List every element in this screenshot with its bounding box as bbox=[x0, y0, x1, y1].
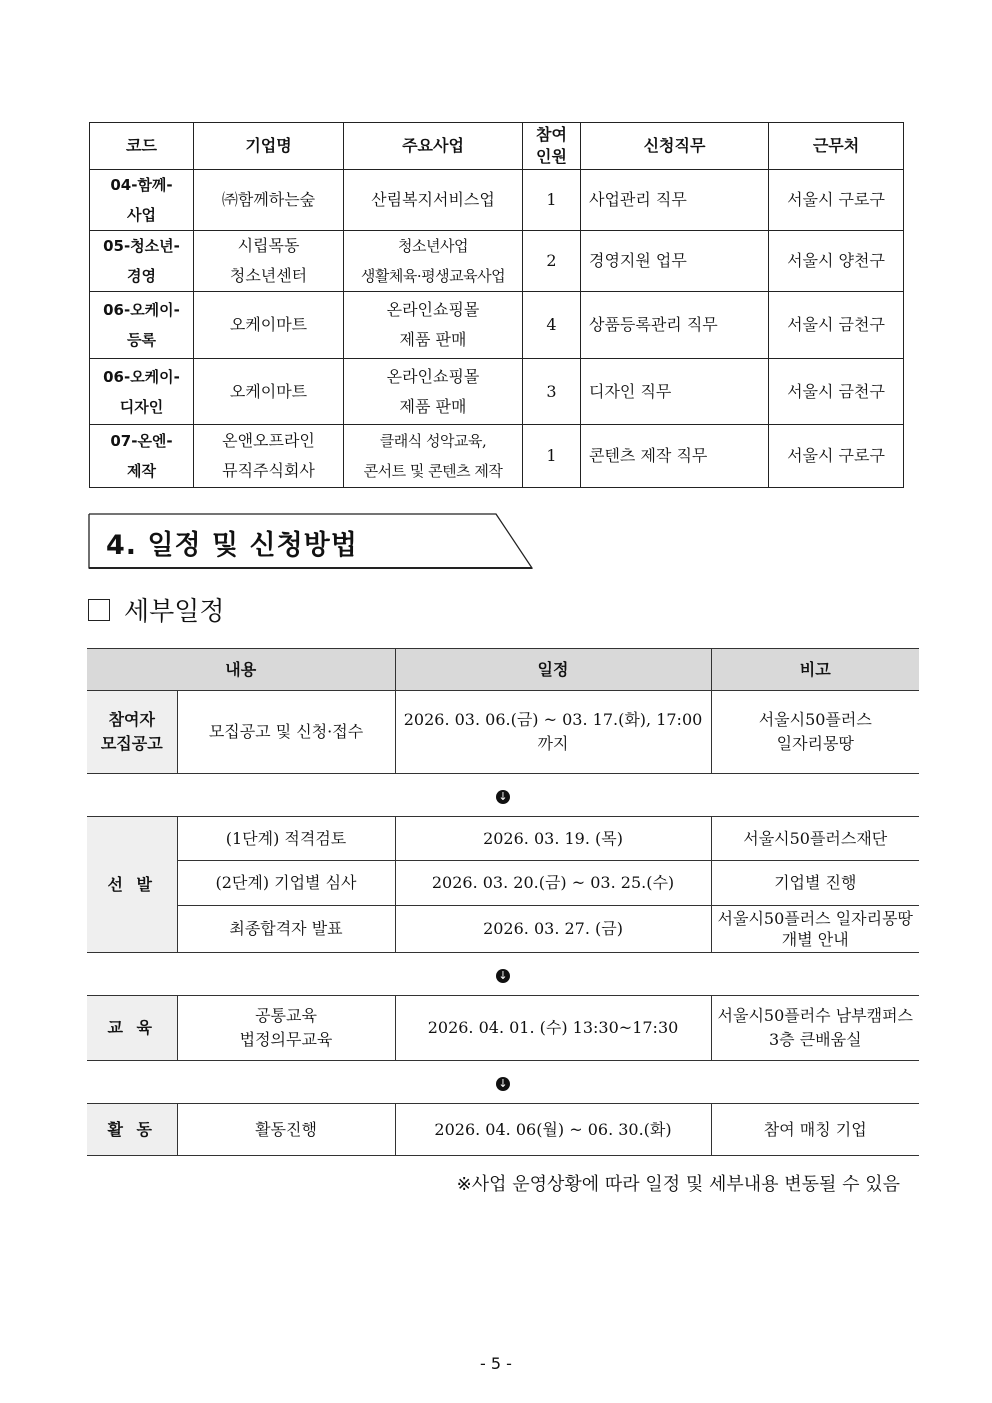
footnote: ※사업 운영상황에 따라 일정 및 세부내용 변동될 수 있음 bbox=[456, 1174, 900, 1195]
section-title: 4. 일정 및 신청방법 bbox=[106, 530, 358, 561]
count-cell: 3 bbox=[523, 359, 581, 425]
schedule-row-education bbox=[87, 996, 919, 1061]
schedule-row-selection bbox=[87, 861, 919, 906]
count-cell: 2 bbox=[523, 231, 581, 292]
content-cell: (2단계) 기업별 심사 bbox=[177, 861, 395, 906]
content-cell: (1단계) 적격검토 bbox=[177, 817, 395, 861]
location-cell: 서울시 양천구 bbox=[769, 231, 904, 292]
note-cell: 서울시50플러스 일자리몽땅 bbox=[711, 691, 919, 774]
header-business: 주요사업 bbox=[344, 123, 523, 170]
code-cell: 04-함께- 사업 bbox=[90, 170, 194, 231]
header-count: 참여 인원 bbox=[523, 123, 581, 170]
schedule-row-recruit bbox=[87, 691, 919, 774]
location-cell: 서울시 구로구 bbox=[769, 425, 904, 488]
schedule-table bbox=[87, 648, 919, 1156]
job-cell: 디자인 직무 bbox=[581, 359, 769, 425]
table-row bbox=[90, 170, 904, 231]
header-content: 내용 bbox=[87, 649, 395, 691]
company-cell: 시립목동 청소년센터 bbox=[194, 231, 344, 292]
code-cell: 07-온엔- 제작 bbox=[90, 425, 194, 488]
header-date: 일정 bbox=[395, 649, 711, 691]
company-cell: 오케이마트 bbox=[194, 292, 344, 359]
date-cell: 2026. 03. 27. (금) bbox=[395, 906, 711, 953]
content-cell: 모집공고 및 신청·접수 bbox=[177, 691, 395, 774]
count-cell: 1 bbox=[523, 170, 581, 231]
business-cell: 청소년사업 생활체육·평생교육사업 bbox=[344, 231, 523, 292]
section-heading bbox=[88, 513, 533, 569]
note-cell: 서울시50플러스 일자리몽땅 개별 안내 bbox=[711, 906, 919, 953]
company-cell: ㈜함께하는숲 bbox=[194, 170, 344, 231]
category-education: 교 육 bbox=[87, 996, 177, 1061]
note-cell: 서울시50플러수 남부캠퍼스 3층 큰배움실 bbox=[711, 996, 919, 1061]
separator-row bbox=[87, 774, 919, 817]
business-cell: 산림복지서비스업 bbox=[344, 170, 523, 231]
date-cell: 2026. 04. 01. (수) 13:30~17:30 bbox=[395, 996, 711, 1061]
table-row bbox=[90, 231, 904, 292]
job-cell: 콘텐츠 제작 직무 bbox=[581, 425, 769, 488]
company-cell: 오케이마트 bbox=[194, 359, 344, 425]
business-cell: 온라인쇼핑몰 제품 판매 bbox=[344, 292, 523, 359]
job-cell: 경영지원 업무 bbox=[581, 231, 769, 292]
schedule-row-activity bbox=[87, 1104, 919, 1156]
arrow-down-icon: ↓ bbox=[496, 1077, 510, 1091]
checkbox-square-icon bbox=[88, 599, 110, 621]
table-row bbox=[90, 425, 904, 488]
company-table bbox=[89, 122, 904, 488]
category-recruit: 참여자 모집공고 bbox=[87, 691, 177, 774]
content-cell: 최종합격자 발표 bbox=[177, 906, 395, 953]
table-row bbox=[90, 292, 904, 359]
page-number: - 5 - bbox=[480, 1354, 512, 1373]
job-cell: 상품등록관리 직무 bbox=[581, 292, 769, 359]
count-cell: 4 bbox=[523, 292, 581, 359]
header-code: 코드 bbox=[90, 123, 194, 170]
category-activity: 활 동 bbox=[87, 1104, 177, 1156]
separator-row bbox=[87, 1061, 919, 1104]
header-location: 근무처 bbox=[769, 123, 904, 170]
note-cell: 서울시50플러스재단 bbox=[711, 817, 919, 861]
arrow-down-icon: ↓ bbox=[496, 790, 510, 804]
location-cell: 서울시 금천구 bbox=[769, 359, 904, 425]
schedule-row-selection bbox=[87, 817, 919, 861]
company-table-header bbox=[90, 123, 904, 170]
job-cell: 사업관리 직무 bbox=[581, 170, 769, 231]
date-cell: 2026. 03. 06.(금) ~ 03. 17.(화), 17:00까지 bbox=[395, 691, 711, 774]
code-cell: 05-청소년- 경영 bbox=[90, 231, 194, 292]
header-company: 기업명 bbox=[194, 123, 344, 170]
business-cell: 클래식 성악교육, 콘서트 및 콘텐츠 제작 bbox=[344, 425, 523, 488]
code-cell: 06-오케이- 디자인 bbox=[90, 359, 194, 425]
location-cell: 서울시 구로구 bbox=[769, 170, 904, 231]
header-note: 비고 bbox=[711, 649, 919, 691]
header-job: 신청직무 bbox=[581, 123, 769, 170]
separator-row bbox=[87, 953, 919, 996]
schedule-row-selection bbox=[87, 906, 919, 953]
count-cell: 1 bbox=[523, 425, 581, 488]
code-cell: 06-오케이- 등록 bbox=[90, 292, 194, 359]
content-cell: 공통교육 법정의무교육 bbox=[177, 996, 395, 1061]
date-cell: 2026. 04. 06(월) ~ 06. 30.(화) bbox=[395, 1104, 711, 1156]
subsection-heading bbox=[88, 591, 224, 628]
arrow-down-icon: ↓ bbox=[496, 969, 510, 983]
note-cell: 참여 매칭 기업 bbox=[711, 1104, 919, 1156]
date-cell: 2026. 03. 20.(금) ~ 03. 25.(수) bbox=[395, 861, 711, 906]
category-selection: 선 발 bbox=[87, 817, 177, 953]
location-cell: 서울시 금천구 bbox=[769, 292, 904, 359]
note-cell: 기업별 진행 bbox=[711, 861, 919, 906]
content-cell: 활동진행 bbox=[177, 1104, 395, 1156]
date-cell: 2026. 03. 19. (목) bbox=[395, 817, 711, 861]
subsection-title: 세부일정 bbox=[124, 597, 225, 627]
table-row bbox=[90, 359, 904, 425]
schedule-header bbox=[87, 649, 919, 691]
company-cell: 온앤오프라인 뮤직주식회사 bbox=[194, 425, 344, 488]
business-cell: 온라인쇼핑몰 제품 판매 bbox=[344, 359, 523, 425]
